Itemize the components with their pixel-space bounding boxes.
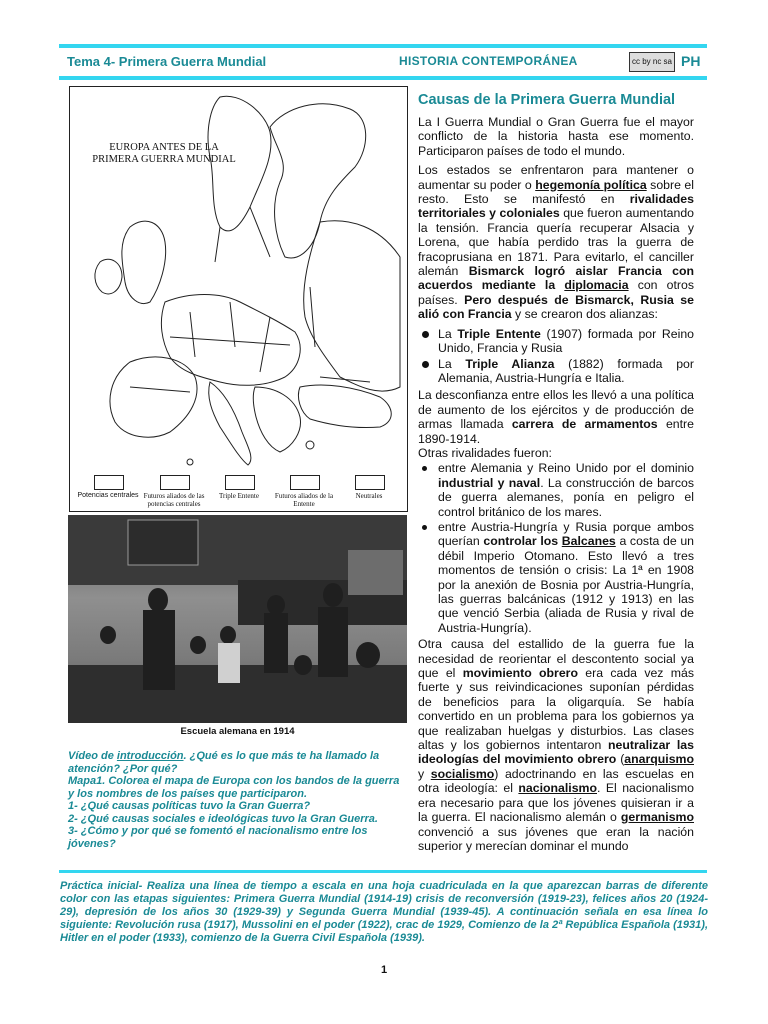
activity-map: Mapa1. Colorea el mapa de Europa con los bandos de la guerra y los nombres de los países que participaron. (68, 775, 400, 800)
paragraph-intro: La I Guerra Mundial o Gran Guerra fue el mayor conflicto de la historia hasta ese momento. Participaron países de todo el mundo. (418, 115, 694, 158)
page-header (59, 44, 707, 80)
term-rusia-francia: Pero después de Bismarck, Rusia se alió con Francia (418, 292, 694, 322)
legend-swatch-central-allies (160, 475, 190, 490)
classroom-photo (68, 515, 407, 723)
paragraph-movimiento-obrero: Otra causa del estallido de la guerra fue la necesidad de reorientar el descontento social ya que el movimiento obrero era cada vez más fuerte y sus reivindicaciones suponían pérdidas de beneficios para la oligarquía. Se había convertido en un problema para los gobiernos ya que realizaban huelgas y disturbios. Las clases altas y los gobiernos intentaron neutralizar las ideologías del movimiento obrero (anarquismo y socialismo) adoctrinando en las escuelas en otra ideología: el nacionalismo. El nacionalismo era necesario para que los jóvenes quisieran ir a la guerra. El nacionalismo alemán o germanismo convenció a sus jóvenes que eran la nación superior y merecían dominar el mundo (418, 637, 694, 853)
classroom-photo-drawing (68, 515, 407, 723)
article-column (418, 92, 694, 858)
activity-text: Vídeo de (68, 750, 117, 762)
legend-label: Potencias centrales (77, 492, 139, 499)
activity-video (68, 750, 408, 775)
legend-swatch-neutral (355, 475, 385, 490)
topic-title: Tema 4- Primera Guerra Mundial (67, 54, 267, 69)
practice-exercise: Práctica inicial- Realiza una línea de tiempo a escala en una hoja cuadriculada en la que aparezcan barras de diferente color con las etapas siguientes: Primera Guerra Mundial (1914-19) crisis de reconversión (1919-23), felices años 20 (1924-29), depresión de los años 30 (1929-39) y Segunda Guerra Mundial (1939-45). A continuación señala en esa línea lo siguiente: Revolución rusa (1917), Mussolini en el poder (1922), crac de 1929, Comienzo de la 2ª República Española (1931), Hitler en el poder (1933), comienzo de la Guerra Civil Española (1939). (60, 880, 708, 944)
list-item-balcanes: entre Austria-Hungría y Rusia porque ambos querían controlar los Balcanes a costa de un débil Imperio Otomano. Esto llevó a tres momentos de tensión o crisis: La 1ª en 1908 por la anexión de Bosnia por Austria-Hungría, las guerras balcánicas (1912 y 1913) en las que venció Serbia (aliada de Rusia y rival de Austria-Hungría). (418, 520, 694, 635)
term-diplomacia: diplomacia (564, 278, 629, 293)
map-title-line-1: EUROPA ANTES DE LA (109, 142, 219, 153)
photo-caption: Escuela alemana en 1914 (180, 726, 295, 737)
paragraph-rivalidades: Otras rivalidades fueron: (418, 445, 552, 460)
legend-swatch-central (94, 475, 124, 490)
legend-label: Neutrales (355, 492, 383, 500)
map-title-line-2: PRIMERA GUERRA MUNDIAL (92, 154, 236, 165)
list-item-alianza: La Triple Alianza (1882) formada por Alemania, Austria-Hungría e Italia. (418, 357, 694, 386)
legend-swatch-entente-allies (290, 475, 320, 490)
legend-label: Futuros aliados de la Entente (274, 492, 334, 508)
subject-title: HISTORIA CONTEMPORÁNEA (399, 54, 578, 68)
activities-block (68, 750, 408, 850)
term-rivalidades: rivalidades territoriales y coloniales (418, 192, 694, 221)
legend-label: Futuros aliados de las potencias centrales (143, 492, 205, 508)
activity-text: . ¿Qué es lo que más te ha llamado la atención? ¿Por qué? (68, 750, 380, 775)
section-divider (59, 870, 707, 873)
term-hegemonia: hegemonía política (535, 177, 647, 192)
author-initials: PH (681, 53, 701, 69)
europe-map (69, 86, 408, 512)
activity-question-3: 3- ¿Cómo y por qué se fomentó el nacionalismo entre los jóvenes? (68, 825, 368, 850)
legend-label: Triple Entente (219, 492, 259, 500)
paragraph-causes: Los estados se enfrentaron para mantener o aumentar su poder o hegemonía política sobre el resto. Esto se manifestó en rivalidades territoriales y coloniales que fueron aumentando la tensión. Francia quería recuperar Alsacia y Lorena, que había perdido tras la guerra de fracoprusiana en 1871. Para evitarlo, el canciller alemán Bismarck logró aislar Francia con acuerdos mediante la diplomacia con otros países. Pero después de Bismarck, Rusia se alió con Francia y se crearon dos alianzas: (418, 163, 695, 322)
activity-question-2: 2- ¿Qué causas sociales e ideológicas tuvo la Gran Guerra. (68, 812, 378, 825)
map-title (84, 142, 244, 166)
list-item-entente: La Triple Entente (1907) formada por Reino Unido, Francia y Rusia (418, 327, 694, 356)
activity-question-1: 1- ¿Qué causas políticas tuvo la Gran Guerra? (68, 800, 311, 812)
list-item-alemania-reino-unido: entre Alemania y Reino Unido por el dominio industrial y naval. La construcción de barcos de guerra alemanes, ponía en peligro el control británico de los mares. (418, 461, 694, 519)
legend-swatch-entente (225, 475, 255, 490)
paragraph-armamentos: La desconfianza entre ellos les llevó a una política de aumento de los ejércitos y de producción de armas llamada carrera de armamentos entre 1890-1914. (418, 388, 694, 446)
term-bismarck: Bismarck logró aislar Francia con acuerdos mediante la (418, 264, 695, 293)
article-title: Causas de la Primera Guerra Mundial (418, 92, 676, 108)
intro-video-link[interactable]: introducción (116, 750, 184, 762)
cc-license-icon: cc by nc sa (629, 52, 675, 72)
page-number: 1 (380, 964, 388, 976)
